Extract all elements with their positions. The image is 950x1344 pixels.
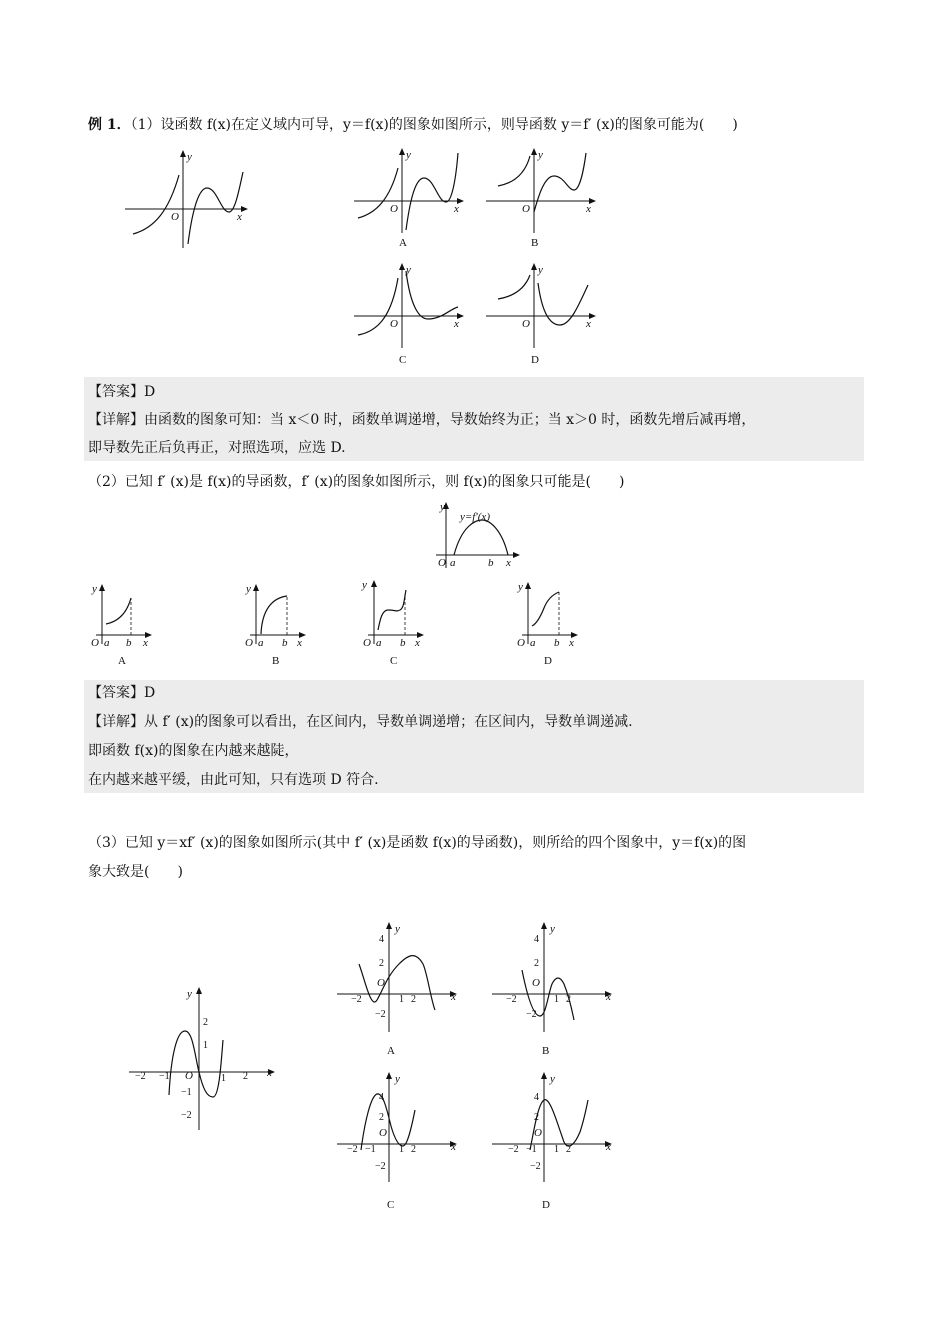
x-label: x — [237, 211, 242, 223]
q2-option-b — [245, 583, 306, 667]
svg-text:x: x — [506, 557, 511, 569]
q3-stem-2: 象大致是( ) — [88, 864, 183, 880]
svg-text:x: x — [454, 203, 459, 215]
svg-text:y: y — [246, 583, 251, 595]
svg-text:x: x — [143, 637, 148, 649]
svg-text:b: b — [554, 637, 560, 649]
svg-text:a: a — [104, 637, 110, 649]
q2-detail-1: 【详解】从 f′ (x)的图象可以看出，在区间内，导数单调递增；在区间内，导数单调递减. — [88, 714, 633, 730]
svg-text:O: O — [517, 637, 525, 649]
svg-text:a: a — [530, 637, 536, 649]
svg-text:O: O — [185, 1070, 193, 1082]
svg-text:A: A — [387, 1045, 395, 1057]
svg-text:a: a — [258, 637, 264, 649]
svg-text:1: 1 — [203, 1040, 208, 1051]
q2-option-c — [361, 580, 424, 667]
q2-options — [88, 580, 588, 672]
svg-text:b: b — [400, 637, 406, 649]
option-label-c: C — [399, 354, 407, 366]
svg-text:b: b — [282, 637, 288, 649]
svg-text:y: y — [550, 1073, 555, 1085]
svg-text:−2: −2 — [375, 1009, 386, 1020]
svg-text:−2: −2 — [375, 1161, 386, 1172]
q3-option-d — [492, 1072, 612, 1211]
svg-text:O: O — [522, 318, 530, 330]
svg-text:b: b — [488, 557, 494, 569]
q1-stem: （1）设函数 f(x)在定义域内可导，y＝f(x)的图象如图所示，则导函数 y＝f′ (x)的图象可能为( ) — [130, 117, 738, 133]
svg-text:A: A — [118, 655, 126, 667]
svg-text:a: a — [376, 637, 382, 649]
svg-text:y: y — [92, 583, 97, 595]
option-label-a: A — [399, 237, 407, 249]
svg-text:1: 1 — [554, 994, 559, 1005]
svg-text:4: 4 — [379, 1092, 384, 1103]
svg-text:−1: −1 — [181, 1087, 192, 1098]
q3-stem-1: （3）已知 y＝xf′ (x)的图象如图所示(其中 f′ (x)是函数 f(x)的导函数)，则所给的四个图象中，y＝f(x)的图 — [88, 835, 747, 851]
y-arrow-icon — [180, 150, 186, 157]
q3-original-graph — [125, 985, 285, 1135]
svg-text:x: x — [606, 1141, 611, 1153]
svg-text:y: y — [406, 264, 411, 276]
svg-text:x: x — [297, 637, 302, 649]
svg-text:x: x — [586, 318, 591, 330]
q1-answer: 【答案】D — [88, 384, 156, 400]
svg-text:O: O — [363, 637, 371, 649]
svg-text:−2: −2 — [530, 1161, 541, 1172]
svg-text:x: x — [606, 991, 611, 1003]
svg-text:2: 2 — [534, 958, 539, 969]
svg-text:y: y — [362, 580, 367, 591]
svg-text:4: 4 — [534, 934, 539, 945]
svg-text:y: y — [538, 264, 543, 276]
svg-text:O: O — [245, 637, 253, 649]
svg-text:y: y — [518, 581, 523, 593]
svg-text:x: x — [569, 637, 574, 649]
q3-option-a — [337, 922, 457, 1057]
svg-text:−1: −1 — [159, 1071, 170, 1082]
y-label: y — [187, 151, 192, 163]
svg-text:4: 4 — [534, 1092, 539, 1103]
svg-text:2: 2 — [411, 1144, 416, 1155]
option-label-d: D — [531, 354, 539, 366]
svg-text:x: x — [454, 318, 459, 330]
svg-text:x: x — [451, 1141, 456, 1153]
svg-text:C: C — [387, 1199, 395, 1211]
q1-stem-line — [88, 115, 738, 135]
q3-option-c — [337, 1072, 457, 1211]
svg-text:2: 2 — [411, 994, 416, 1005]
svg-text:1: 1 — [399, 994, 404, 1005]
svg-text:O: O — [379, 1127, 387, 1139]
svg-text:2: 2 — [566, 994, 571, 1005]
svg-text:x: x — [586, 203, 591, 215]
svg-text:−2: −2 — [506, 994, 517, 1005]
svg-text:O: O — [522, 203, 530, 215]
q1-option-c — [354, 263, 464, 366]
svg-text:−1: −1 — [526, 1144, 537, 1155]
q2-detail-3: 在内越来越平缓，由此可知，只有选项 D 符合. — [88, 772, 379, 788]
svg-text:x: x — [267, 1067, 272, 1079]
q2-derivative-graph — [432, 500, 527, 570]
q3-option-b — [492, 922, 612, 1057]
svg-text:a: a — [450, 557, 456, 569]
curve-right — [188, 172, 243, 244]
derivative-label: y=f′(x) — [460, 511, 490, 523]
svg-text:O: O — [532, 977, 540, 989]
svg-text:−2: −2 — [347, 1144, 358, 1155]
svg-text:−1: −1 — [365, 1144, 376, 1155]
svg-text:D: D — [544, 655, 552, 667]
svg-text:1: 1 — [399, 1144, 404, 1155]
svg-text:2: 2 — [534, 1112, 539, 1123]
svg-text:1: 1 — [221, 1073, 226, 1084]
svg-text:4: 4 — [379, 934, 384, 945]
svg-text:B: B — [542, 1045, 550, 1057]
q1-heading: 例 1． — [88, 117, 131, 133]
q2-detail-2: 即函数 f(x)的图象在内越来越陡， — [88, 743, 299, 759]
q2-option-a — [91, 583, 152, 667]
x-arrow-icon — [241, 206, 248, 212]
svg-text:y: y — [440, 501, 445, 513]
svg-text:−2: −2 — [508, 1144, 519, 1155]
q1-option-d — [486, 263, 596, 366]
svg-text:O: O — [438, 557, 446, 569]
svg-text:D: D — [542, 1199, 550, 1211]
svg-text:O: O — [390, 203, 398, 215]
svg-text:y: y — [395, 923, 400, 935]
svg-text:2: 2 — [379, 1112, 384, 1123]
svg-text:b: b — [126, 637, 132, 649]
svg-text:O: O — [91, 637, 99, 649]
svg-text:2: 2 — [566, 1144, 571, 1155]
q1-original-graph — [125, 150, 255, 250]
svg-text:−2: −2 — [181, 1110, 192, 1121]
q2-answer: 【答案】D — [88, 685, 156, 701]
svg-text:2: 2 — [243, 1071, 248, 1082]
q2-option-d — [517, 581, 578, 667]
svg-text:y: y — [550, 923, 555, 935]
svg-text:−2: −2 — [526, 1009, 537, 1020]
q1-option-b — [486, 148, 596, 249]
svg-text:x: x — [415, 637, 420, 649]
q1-options — [352, 148, 602, 373]
svg-text:x: x — [451, 991, 456, 1003]
svg-text:y: y — [187, 988, 192, 1000]
q1-option-a — [354, 148, 464, 249]
svg-text:O: O — [377, 977, 385, 989]
svg-text:O: O — [390, 318, 398, 330]
q3-options — [335, 920, 625, 1220]
q1-detail-1: 【详解】由函数的图象可知：当 x＜0 时，函数单调递增，导数始终为正；当 x＞0 时，函数先增后减再增， — [88, 412, 756, 428]
svg-text:y: y — [406, 149, 411, 161]
svg-text:2: 2 — [203, 1017, 208, 1028]
origin-label: O — [171, 211, 179, 223]
svg-text:−2: −2 — [135, 1071, 146, 1082]
svg-text:y: y — [395, 1073, 400, 1085]
curve-left — [133, 175, 179, 234]
option-label-b: B — [531, 237, 539, 249]
svg-text:1: 1 — [554, 1144, 559, 1155]
svg-text:y: y — [538, 149, 543, 161]
svg-text:C: C — [390, 655, 398, 667]
svg-text:−2: −2 — [351, 994, 362, 1005]
q2-stem: （2）已知 f′ (x)是 f(x)的导函数，f′ (x)的图象如图所示，则 f(x)的图象只可能是( ) — [88, 474, 625, 490]
q1-detail-2: 即导数先正后负再正，对照选项，应选 D. — [88, 440, 346, 456]
svg-text:B: B — [272, 655, 280, 667]
svg-text:2: 2 — [379, 958, 384, 969]
svg-text:O: O — [534, 1127, 542, 1139]
